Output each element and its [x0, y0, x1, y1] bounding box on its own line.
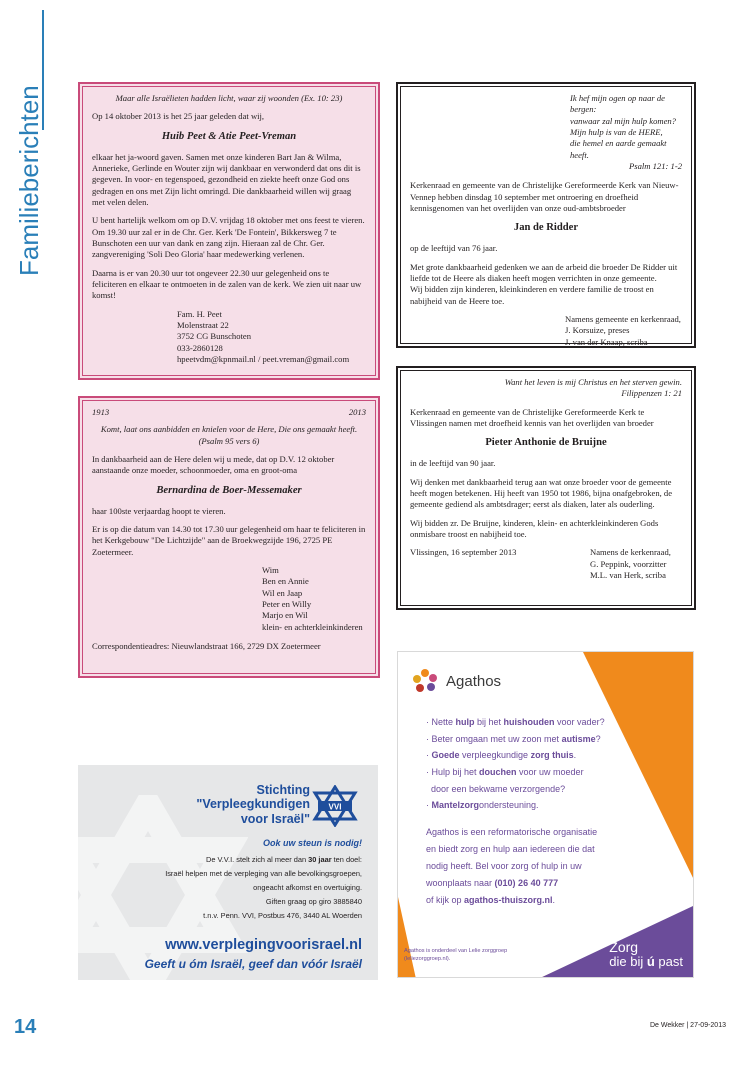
paragraph: Kerkenraad en gemeente van de Christelijke Gereformeerde Kerk te Vlissingen namen met droefheid kennis van het overlijden van broeder	[410, 406, 654, 429]
paragraph: haar 100ste verjaardag hoopt te vieren.	[92, 505, 226, 516]
page-number: 14	[14, 1016, 37, 1038]
motto-reference: Filippenzen 1: 21	[621, 388, 682, 399]
signer: J. Korsuize, preses	[565, 325, 630, 336]
signer: Namens de kerkenraad,	[590, 547, 671, 558]
zorg-line-2: die bij ú past	[609, 953, 683, 969]
paragraph: op de leeftijd van 76 jaar.	[410, 243, 498, 254]
obituary-ad-debruijne	[396, 366, 696, 610]
deceased-name: Pieter Anthonie de Bruijne	[485, 437, 607, 449]
agathos-background-shapes	[398, 652, 694, 978]
info-text	[165, 853, 362, 923]
paragraph: Daarna is er van 20.30 uur tot ongeveer 22.30 uur gelegenheid ons te feliciteren en elkaar te ontmoeten in de zalen van de kerk. We zien uit naar uw komst!	[92, 267, 362, 301]
paragraph: Wij bidden zr. De Bruijne, kinderen, klein- en achterkleinkinderen Gods onmisbare troost en nabijheid toe.	[410, 517, 659, 540]
motto: Want het leven is mij Christus en het sterven gewin.	[504, 377, 682, 387]
motto-line: Mijn hulp is van de HERE,	[570, 127, 663, 138]
service-item: door een bekwame verzorgende?	[426, 783, 566, 794]
org-line: Stichting	[256, 783, 310, 797]
celebrant-name: Bernardina de Boer-Messemaker	[156, 484, 302, 496]
brand-name: Agathos	[446, 672, 502, 690]
signer: Marjo en Wil	[262, 610, 308, 621]
intro: Op 14 oktober 2013 is het 25 jaar geleden dat wij,	[92, 111, 265, 122]
agathos-brand	[412, 668, 501, 694]
paragraph: in de leeftijd van 90 jaar.	[410, 458, 496, 469]
email-line: hpeetvdm@kpnmail.nl / peet.vreman@gmail.com	[177, 354, 350, 365]
couple-names: Huib Peet & Atie Peet-Vreman	[161, 130, 297, 142]
info-line: Israël helpen met de verpleging van alle bevolkingsgroepen,	[165, 869, 362, 879]
signer: Wil en Jaap	[262, 587, 303, 598]
footnote: Agathos is onderdeel van Lelie zorggroep (leliezorggroep.nl).	[404, 948, 508, 962]
motto	[410, 93, 682, 172]
paragraph: Wij bidden zijn kinderen, kleinkinderen en verdere familie de troost en nabijheid van de Heere toe.	[410, 284, 654, 306]
birthday-ad-deboer	[78, 396, 380, 678]
org-line: "Verpleegkundigen	[196, 797, 310, 812]
info-line: De V.V.I. stelt zich al meer dan 30 jaar ten doel:	[205, 855, 362, 864]
vvi-logo-icon	[312, 785, 358, 827]
signer: M.L. van Herk, scriba	[590, 570, 666, 581]
info-line: t.n.v. Penn. VVI, Postbus 476, 3440 AL Woerden	[203, 911, 362, 921]
section-title-text: Familieberichten	[14, 85, 44, 276]
service-item: · Mantelzorgondersteuning.	[426, 800, 539, 811]
motto-line: die hemel en aarde gemaakt heeft.	[570, 138, 667, 160]
year-row	[92, 407, 366, 418]
motto-reference: (Psalm 95 vers 6)	[198, 435, 260, 446]
para-line: en biedt zorg en hulp aan iedereen die dat	[426, 844, 595, 855]
place-date: Vlissingen, 16 september 2013	[410, 547, 517, 558]
info-line: ongeacht afkomst en overtuiging.	[253, 883, 362, 893]
tagline: Ook uw steun is nodig!	[263, 838, 362, 848]
zorg-slogan	[609, 940, 683, 968]
agathos-advertisement	[397, 651, 694, 978]
motto-line: Ik hef mijn ogen op naar de bergen:	[570, 93, 665, 115]
paragraph: Met grote dankbaarheid gedenken we aan de arbeid die broeder De Ridder uit liefde tot de Heere als diaken heeft mogen verrichten in onze gemeente.	[410, 261, 678, 284]
motto: Komt, laat ons aanbidden en knielen voor de Here, Die ons gemaakt heeft.	[100, 424, 358, 435]
phone-number[interactable]: (010) 26 40 777	[494, 878, 559, 889]
signer: Wim	[262, 565, 279, 576]
service-item: · Goede verpleegkundige zorg thuis.	[426, 750, 577, 761]
service-item: · Hulp bij het douchen voor uw moeder	[426, 766, 584, 777]
section-title	[6, 80, 46, 280]
organization-name	[196, 783, 310, 826]
obituary-ad-deridder	[396, 82, 696, 348]
closing-row	[410, 547, 682, 581]
anniversary-ad-peet	[78, 82, 380, 380]
service-item: · Nette hulp bij het huishouden voor vader?	[426, 717, 605, 727]
paragraph: Kerkenraad en gemeente van de Christelijke Gereformeerde Kerk van Nieuw-Vennep hebben dinsdag 10 september met ontroering en droefheid kennisgenomen van het overlijden van onze oud-ambtsbroeder	[410, 180, 679, 214]
paragraph: In dankbaarheid aan de Here delen wij u mede, dat op D.V. 12 oktober aanstaande onze moeder, schoonmoeder, oma en groot-oma	[92, 454, 335, 476]
signers	[590, 547, 682, 581]
address-line: 3752 CG Bunschoten	[177, 331, 251, 342]
address-block	[177, 309, 366, 366]
correspondence-address: Correspondentieadres: Nieuwlandstraat 166, 2729 DX Zoetermeer	[92, 641, 321, 652]
paragraph: Wij denken met dankbaarheid terug aan wat onze broeder voor de gemeente heeft mogen betekenen. Hij heeft van 1950 tot 1986, bijna onafgebroken, de gemeente gediend als ambtsdrager; eerst als diaken, later als ouderling.	[410, 476, 673, 510]
address-line: Fam. H. Peet	[177, 308, 222, 319]
signer: Peter en Willy	[262, 599, 312, 610]
service-list	[426, 714, 605, 814]
agathos-logo-icon	[412, 668, 438, 694]
address-line: Molenstraat 22	[177, 320, 229, 331]
year-right: 2013	[348, 407, 366, 417]
address-line: 033-2860128	[177, 342, 223, 353]
para-line: of kijk op agathos-thuiszorg.nl.	[426, 895, 556, 906]
signers	[262, 565, 366, 633]
signer: Ben en Annie	[262, 576, 309, 587]
agathos-description	[426, 824, 676, 909]
agathos-website-link[interactable]: agathos-thuiszorg.nl	[464, 895, 553, 906]
deceased-name: Jan de Ridder	[513, 222, 579, 234]
para-line: Agathos is een reformatorische organisatie	[426, 827, 598, 837]
paragraph: U bent hartelijk welkom om op D.V. vrijdag 18 oktober met ons feest te vieren. Om 19.30 uur zal er in de Chr. Ger. Kerk 'De Fontein', Bikkersweg 7 te Bunschoten een uur van dank en zang zijn. Hieraan zal de Chr. Ger. zangvereniging 'Soli Deo Gloria' haar medewerking verlenen.	[92, 215, 365, 260]
motto: Maar alle Israëlieten hadden licht, waar zij woonden (Ex. 10: 23)	[115, 93, 343, 103]
signer: J. van der Knaap, scriba	[565, 336, 648, 347]
service-item: · Beter omgaan met uw zoon met autisme?	[426, 733, 601, 744]
signers	[565, 314, 682, 348]
info-line: Giften graag op giro 3885840	[265, 897, 362, 907]
vvi-website-link[interactable]: www.verplegingvoorisrael.nl	[165, 937, 362, 953]
vvi-logo-text: VVI	[328, 802, 342, 812]
signer: G. Peppink, voorzitter	[590, 558, 667, 569]
vvi-advertisement	[78, 765, 378, 980]
paragraph: Er is op die datum van 14.30 tot 17.30 uur gelegenheid om haar te feliciteren in het Kerkgebouw "De Lichtzijde" aan de Broekwegzijde 196, 2725 PE Zoetermeer.	[92, 524, 366, 557]
motto-line: vanwaar zal mijn hulp komen?	[570, 115, 676, 126]
motto-reference: Psalm 121: 1-2	[629, 161, 682, 172]
signer: Namens gemeente en kerkenraad,	[565, 314, 681, 325]
zorg-line-1: Zorg	[609, 939, 639, 955]
slogan: Geeft u óm Israël, geef dan vóór Israël	[144, 957, 362, 971]
org-line: voor Israël"	[240, 811, 310, 826]
para-line: woonplaats naar (010) 26 40 777	[426, 878, 559, 889]
paragraph: elkaar het ja-woord gaven. Samen met onze kinderen Bart Jan & Wilma, Annerieke, Gerlinde en Wouter zijn wij dankbaar en verwonderd dat ons dit is gegeven. In voor- en tegenspoed, gezondheid en ziekte heeft onze God ons gedragen en ons met Zijn licht omringd. Die dankbaarheid willen wij graag met velen delen.	[92, 151, 361, 208]
footer: De Wekker | 27-09-2013	[649, 1022, 726, 1029]
year-left: 1913	[92, 407, 110, 417]
para-line: nodig heeft. Bel voor zorg of hulp in uw	[426, 861, 582, 872]
signer: klein- en achterkleinkinderen	[262, 621, 363, 632]
